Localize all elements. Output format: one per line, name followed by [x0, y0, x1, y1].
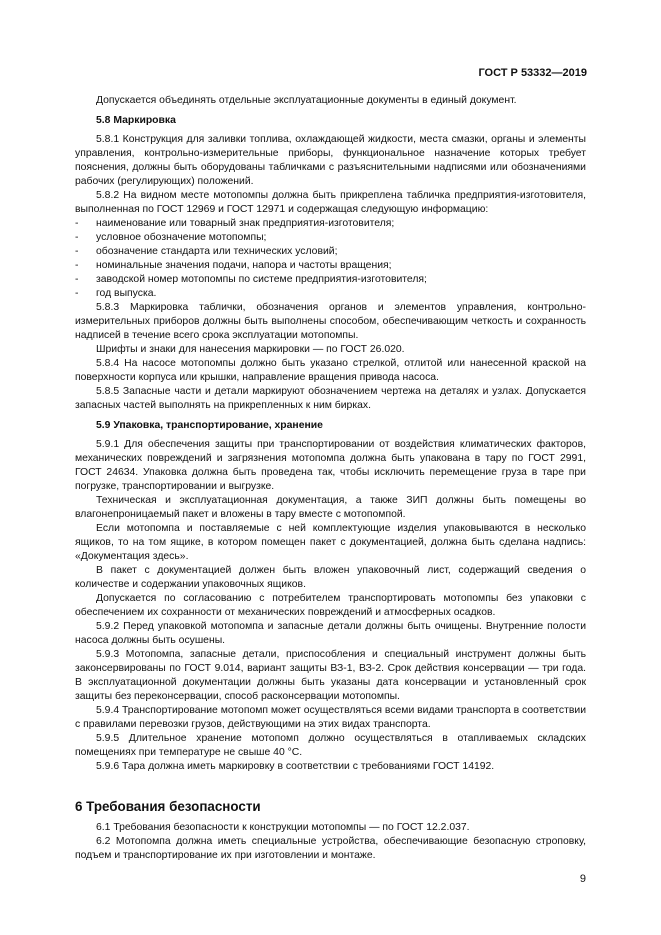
section-5-8-heading: 5.8 Маркировка	[96, 115, 176, 126]
list-dash: -	[75, 218, 79, 229]
paragraph-5-8-4: 5.8.4 На насосе мотопомпы должно быть указано стрелкой, отлитой или нанесенной краской на поверхности корпуса или крышки, направление вращения привода насоса.	[75, 358, 586, 383]
paragraph-5-9-1-packing-list: В пакет с документацией должен быть вложен упаковочный лист, содержащий сведения о количестве и содержании упаковочных ящиков.	[75, 565, 586, 590]
paragraph-5-8-5: 5.8.5 Запасные части и детали маркируют обозначением чертежа на деталях и узлах. Допускается запасных частей выполнять на прикрепленных к ним бирках.	[75, 386, 586, 411]
page-content	[75, 94, 586, 863]
nameplate-info-list	[75, 217, 586, 301]
paragraph-5-8-3: 5.8.3 Маркировка таблички, обозначения органов и элементов управления, контрольно-измерительных приборов должны быть выполнены способом, обеспечивающим четкость и сохранность надписей в течение всего срока эксплуатации мотопомпы.	[75, 302, 586, 341]
paragraph-5-9-1: 5.9.1 Для обеспечения защиты при транспортировании от воздействия климатических факторов, механических повреждений и загрязнения мотопомпа должна быть упакована в тару по ГОСТ 2991, ГОСТ 24634. Упаковка должна быть проведена так, чтобы исключить перемещение груза в таре при погрузке, транспортировании и выгрузке.	[75, 439, 586, 492]
list-dash: -	[75, 274, 79, 285]
list-dash: -	[75, 246, 79, 257]
list-item: - условное обозначение мотопомпы;	[75, 232, 267, 243]
intro-paragraph: Допускается объединять отдельные эксплуатационные документы в единый документ.	[96, 95, 517, 106]
paragraph-5-9-1-docs: Техническая и эксплуатационная документация, а также ЗИП должны быть помещены во влагонепроницаемый пакет и вложены в тару вместе с мотопомпой.	[75, 495, 586, 520]
paragraph-5-8-1: 5.8.1 Конструкция для заливки топлива, охлаждающей жидкости, места смазки, органы и элементы управления, контрольно-измерительные приборы, функциональное назначение которых требует пояснения, должны быть оборудованы табличками с разъяснительными надписями или обозначениями рабочих (регулирующих) положений.	[75, 134, 586, 187]
list-item: - обозначение стандарта или технических условий;	[75, 246, 338, 257]
paragraph-5-8-2: 5.8.2 На видном месте мотопомпы должна быть прикреплена табличка предприятия-изготовителя, выполненная по ГОСТ 12969 и ГОСТ 12971 и содержащая следующую информацию:	[75, 190, 586, 215]
list-dash: -	[75, 288, 79, 299]
paragraph-6-2: 6.2 Мотопомпа должна иметь специальные устройства, обеспечивающие безопасную строповку, подъем и транспортирование их при изготовлении и монтаже.	[75, 836, 586, 861]
paragraph-5-9-2: 5.9.2 Перед упаковкой мотопомпа и запасные детали должны быть очищены. Внутренние полости насоса должны быть осушены.	[75, 621, 586, 646]
paragraph-5-9-5: 5.9.5 Длительное хранение мотопомп должно осуществляться в отапливаемых складских помещениях при температуре не свыше 40 °С.	[75, 733, 586, 758]
section-6-heading: 6 Требования безопасности	[75, 799, 261, 814]
list-item: - номинальные значения подачи, напора и частоты вращения;	[75, 260, 392, 271]
list-item: - заводской номер мотопомпы по системе предприятия-изготовителя;	[75, 274, 427, 285]
list-item: - наименование или товарный знак предприятия-изготовителя;	[75, 218, 395, 229]
paragraph-5-9-3: 5.9.3 Мотопомпа, запасные детали, приспособления и специальный инструмент должны быть законсервированы по ГОСТ 9.014, вариант защиты ВЗ-1, ВЗ-2. Срок действия консервации — три года. В эксплуатационной документации должны быть указаны дата консервации и установленный срок защиты без переконсервации, способ расконсервации мотопомпы.	[75, 649, 586, 702]
paragraph-5-9-4: 5.9.4 Транспортирование мотопомп может осуществляться всеми видами транспорта в соответствии с правилами перевозки грузов, действующими на этих видах транспорта.	[75, 705, 587, 730]
page-number: 9	[579, 873, 586, 885]
list-item: - год выпуска.	[75, 288, 157, 299]
paragraph-5-9-1-no-packing: Допускается по согласованию с потребителем транспортировать мотопомпы без упаковки с обеспечением их сохранности от механических повреждений и атмосферных осадков.	[75, 593, 586, 618]
paragraph-5-9-6: 5.9.6 Тара должна иметь маркировку в соответствии с требованиями ГОСТ 14192.	[96, 761, 495, 772]
list-dash: -	[75, 260, 79, 271]
paragraph-6-1: 6.1 Требования безопасности к конструкции мотопомпы — по ГОСТ 12.2.037.	[96, 822, 470, 833]
document-id: ГОСТ Р 53332—2019	[478, 67, 587, 79]
paragraph-5-9-1-boxes: Если мотопомпа и поставляемые с ней комплектующие изделия упаковываются в несколько ящиков, то на том ящике, в котором помещен пакет с документацией, должна быть сделана надпись: «Документация здесь».	[75, 523, 586, 562]
section-5-9-heading: 5.9 Упаковка, транспортирование, хранение	[96, 420, 323, 431]
paragraph-5-8-3-fonts: Шрифты и знаки для нанесения маркировки — по ГОСТ 26.020.	[96, 344, 405, 355]
list-dash: -	[75, 232, 79, 243]
